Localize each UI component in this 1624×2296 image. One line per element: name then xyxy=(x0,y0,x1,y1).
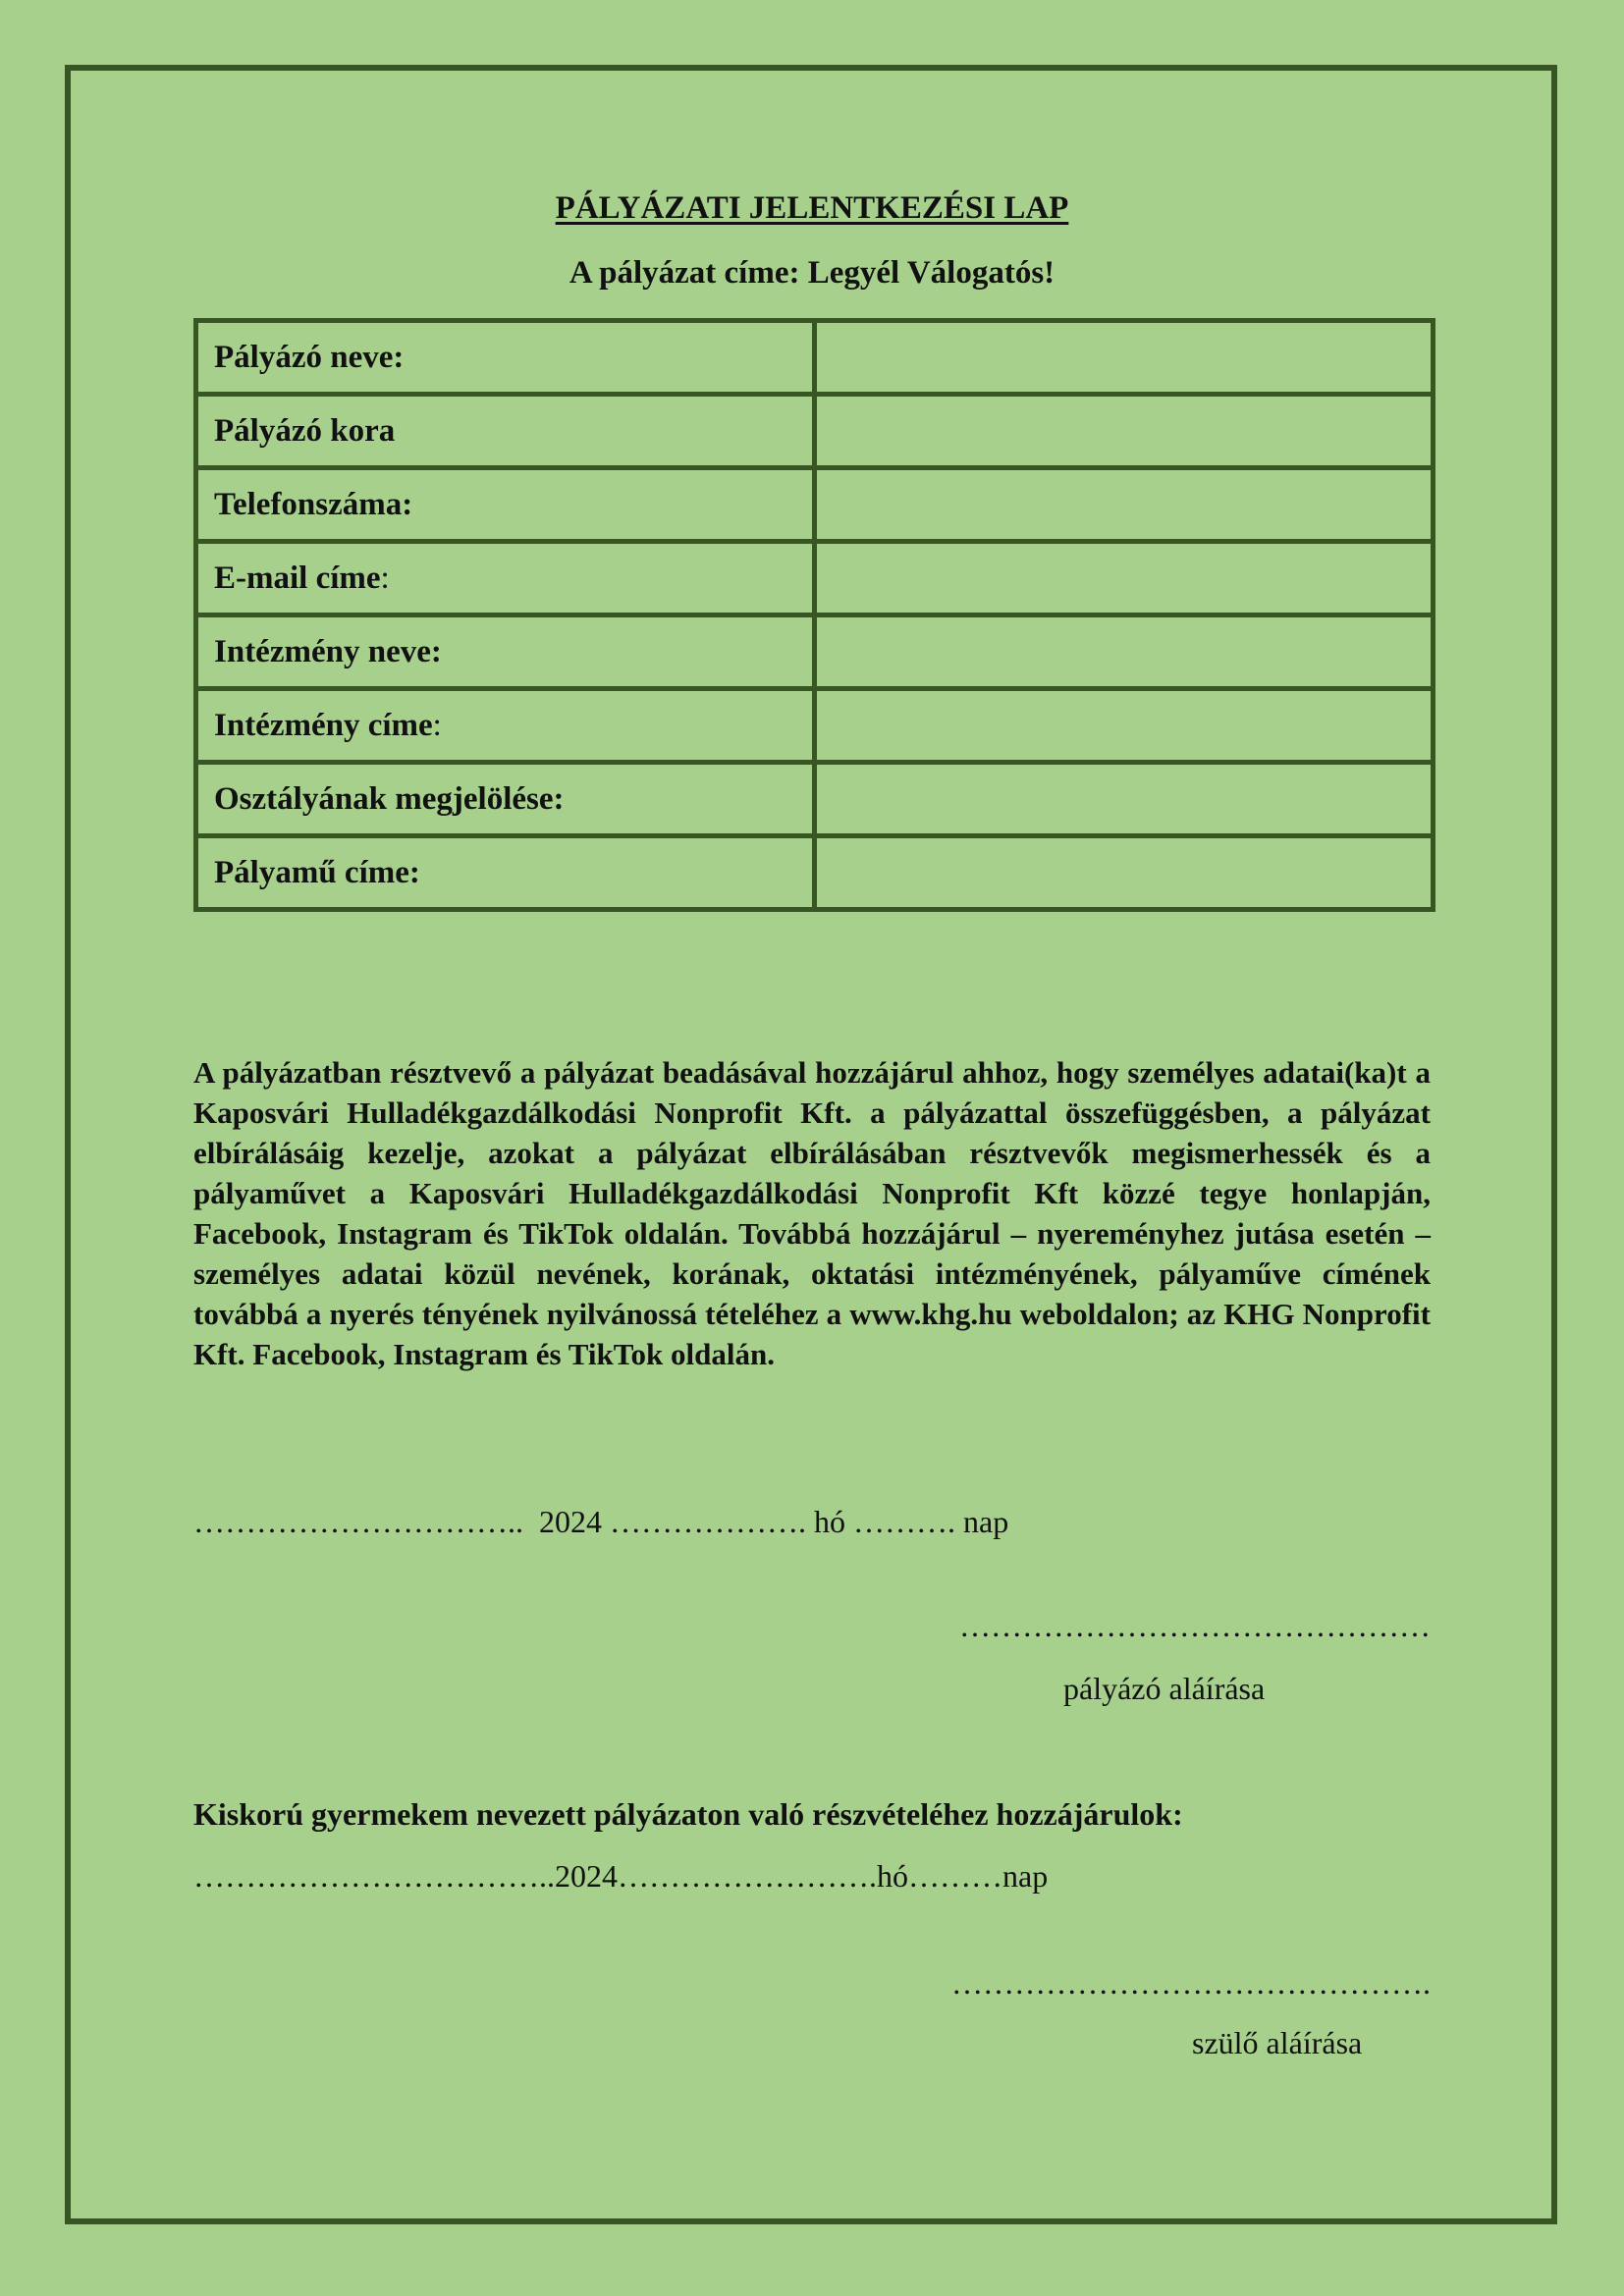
form-label-name: Pályázó neve: xyxy=(196,321,815,395)
applicant-signature-line[interactable]: ……………………………………… xyxy=(959,1608,1431,1643)
applicant-signature-label: pályázó aláírása xyxy=(1063,1671,1266,1706)
form-value-name[interactable] xyxy=(815,321,1434,395)
form-label-email: E-mail címe: xyxy=(196,542,815,615)
form-label-phone: Telefonszáma: xyxy=(196,468,815,542)
form-row-phone xyxy=(196,468,1434,542)
parent-signature-label: szülő aláírása xyxy=(1192,2025,1363,2060)
form-row-institution-address xyxy=(196,689,1434,763)
application-form-table xyxy=(193,318,1435,912)
form-value-institution-name[interactable] xyxy=(815,615,1434,689)
form-label-work-title: Pályamű címe: xyxy=(196,836,815,910)
form-row-name xyxy=(196,321,1434,395)
document-title: PÁLYÁZATI JELENTKEZÉSI LAP xyxy=(555,190,1069,226)
form-row-email xyxy=(196,542,1434,615)
form-row-class xyxy=(196,763,1434,836)
form-row-work-title xyxy=(196,836,1434,910)
form-label-institution-name: Intézmény neve: xyxy=(196,615,815,689)
form-value-work-title[interactable] xyxy=(815,836,1434,910)
form-row-institution-name xyxy=(196,615,1434,689)
form-row-age xyxy=(196,395,1434,468)
parent-date-line[interactable]: ……………………………..2024…………………….hó………nap xyxy=(193,1858,1049,1894)
applicant-date-line[interactable]: ………………………….. 2024 ………………. hó ………. nap xyxy=(193,1504,1009,1539)
form-value-age[interactable] xyxy=(815,395,1434,468)
form-value-class[interactable] xyxy=(815,763,1434,836)
form-label-age: Pályázó kora xyxy=(196,395,815,468)
parent-signature-line[interactable]: ………………………………………. xyxy=(951,1965,1431,2001)
form-label-class: Osztályának megjelölése: xyxy=(196,763,815,836)
form-value-email[interactable] xyxy=(815,542,1434,615)
document-subtitle: A pályázat címe: Legyél Válogatós! xyxy=(568,255,1056,291)
form-value-phone[interactable] xyxy=(815,468,1434,542)
form-label-institution-address: Intézmény címe: xyxy=(196,689,815,763)
consent-paragraph: A pályázatban résztvevő a pályázat beadásával hozzájárul ahhoz, hogy személyes adatai(ka)t a Kaposvári Hulladékgazdálkodási Nonprofit Kft. a pályázattal összefüggésben, a pályázat elbírálásáig kezelje, azokat a pályázat elbírálásában résztvevők megismerhessék és a pályaművet a Kaposvári Hulladékgazdálkodási Nonprofit Kft közzé tegye honlapján, Facebook, Instagram és TikTok oldalán. Továbbá hozzájárul – nyereményhez jutása esetén – személyes adatai közül nevének, korának, oktatási intézményének, pályaműve címének továbbá a nyerés tényének nyilvánossá tételéhez a www.khg.hu weboldalon; az KHG Nonprofit Kft. Facebook, Instagram és TikTok oldalán. xyxy=(193,1055,1431,1371)
parent-consent-statement: Kiskorú gyermekem nevezett pályázaton való részvételéhez hozzájárulok: xyxy=(193,1796,1183,1832)
form-value-institution-address[interactable] xyxy=(815,689,1434,763)
